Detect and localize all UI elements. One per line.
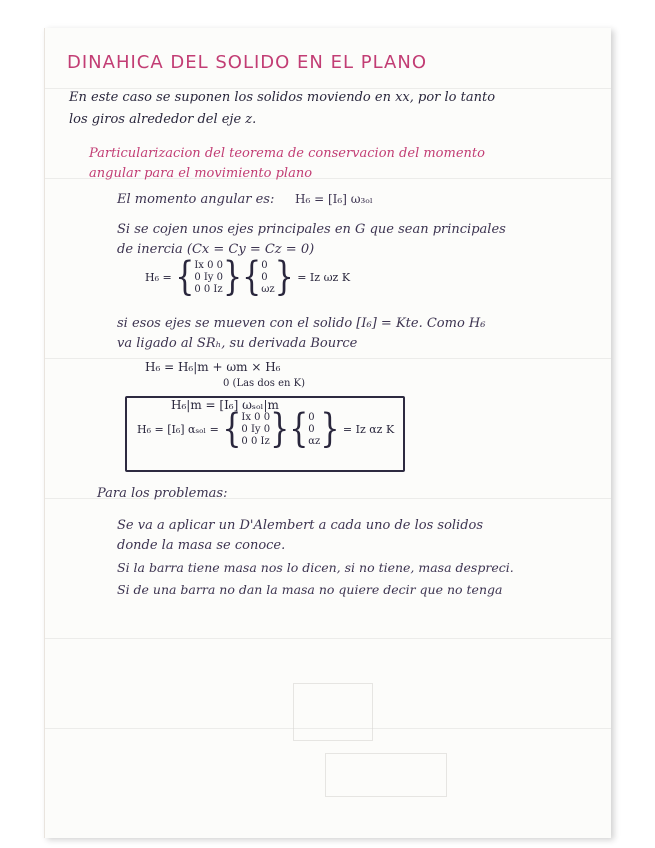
problemas-line-4: Si de una barra no dan la masa no quiere decir que no tenga xyxy=(117,582,503,597)
boxed-row-3: 0 0 Iz xyxy=(241,436,270,447)
subheading-line-1: Particularizacion del teorema de conservacion del momento xyxy=(89,146,485,161)
omega-y: 0 xyxy=(261,272,268,283)
inertia-matrix-rows xyxy=(194,260,223,296)
momento-formula: H₆ = [I₆] ω₃ₒₗ xyxy=(295,192,373,206)
matrix-row-1: Ix 0 0 xyxy=(194,260,223,271)
boxed-equation xyxy=(137,406,395,453)
intro-line-2: los giros alrededor del eje z. xyxy=(69,112,257,127)
notebook-page xyxy=(44,28,611,838)
alpha-vector xyxy=(308,412,320,448)
subheading-line-2: angular para el movimiento plano xyxy=(89,166,313,181)
alpha-z: αz xyxy=(308,436,321,447)
alpha-x: 0 xyxy=(308,412,315,423)
ejes-line-2: de inercia (Cx = Cy = Cz = 0) xyxy=(117,242,315,257)
bleed-through-box xyxy=(293,683,373,741)
rule-line xyxy=(45,88,611,89)
boxed-row-1: Ix 0 0 xyxy=(241,412,271,423)
rule-line xyxy=(45,638,611,639)
matrix-lhs: H₆ = xyxy=(145,271,172,284)
omega-z: ωz xyxy=(261,284,275,295)
mueven-line-1: si esos ejes se mueven con el solido [I₆] = Kte. Como H₆ xyxy=(117,316,486,331)
derivada-note: 0 (Las dos en K) xyxy=(223,378,305,389)
momento-text: El momento angular es: xyxy=(117,192,275,207)
derivada-formula: H₆ = H₆|m + ωm × H₆ xyxy=(145,360,281,374)
inertia-matrix: { Ix 0 0 0 Iy 0 0 0 Iz } { 0 0 ωz } xyxy=(175,254,294,301)
omega-vector xyxy=(261,260,274,296)
ejes-line-1: Si se cojen unos ejes principales en G que sean principales xyxy=(117,222,506,237)
boxed-result: = Iz αz K xyxy=(342,423,395,436)
intro-line-1: En este caso se suponen los solidos moviendo en xx, por lo tanto xyxy=(69,90,496,105)
matrix-result: = Iz ωz K xyxy=(297,271,351,284)
alpha-y: 0 xyxy=(308,424,315,435)
problemas-heading: Para los problemas: xyxy=(97,486,228,501)
boxed-matrix-rows xyxy=(241,412,270,448)
hgm-formula: H₆|m = [I₆] ωₛₒₗ|m xyxy=(171,398,279,412)
boxed-row-2: 0 Iy 0 xyxy=(241,424,271,435)
problemas-line-2: donde la masa se conoce. xyxy=(117,538,286,553)
matrix-row-2: 0 Iy 0 xyxy=(194,272,223,283)
rule-line xyxy=(45,358,611,359)
mueven-line-2: va ligado al SRₕ, su derivada Bource xyxy=(117,336,358,351)
problemas-line-3: Si la barra tiene masa nos lo dicen, si no tiene, masa despreci. xyxy=(117,560,514,575)
omega-x: 0 xyxy=(261,260,268,271)
inertia-matrix-equation xyxy=(145,254,351,301)
boxed-inertia-matrix: { Ix 0 0 0 Iy 0 0 0 Iz } { 0 0 αz } xyxy=(222,406,340,453)
matrix-row-3: 0 0 Iz xyxy=(194,284,223,295)
page-title: DINAHICA DEL SOLIDO EN EL PLANO xyxy=(67,52,427,73)
problemas-line-1: Se va a aplicar un D'Alembert a cada uno de los solidos xyxy=(117,518,484,533)
bleed-through-box xyxy=(325,753,447,797)
boxed-lhs: H₆ = [I₆] αₛₒₗ = xyxy=(137,423,219,436)
